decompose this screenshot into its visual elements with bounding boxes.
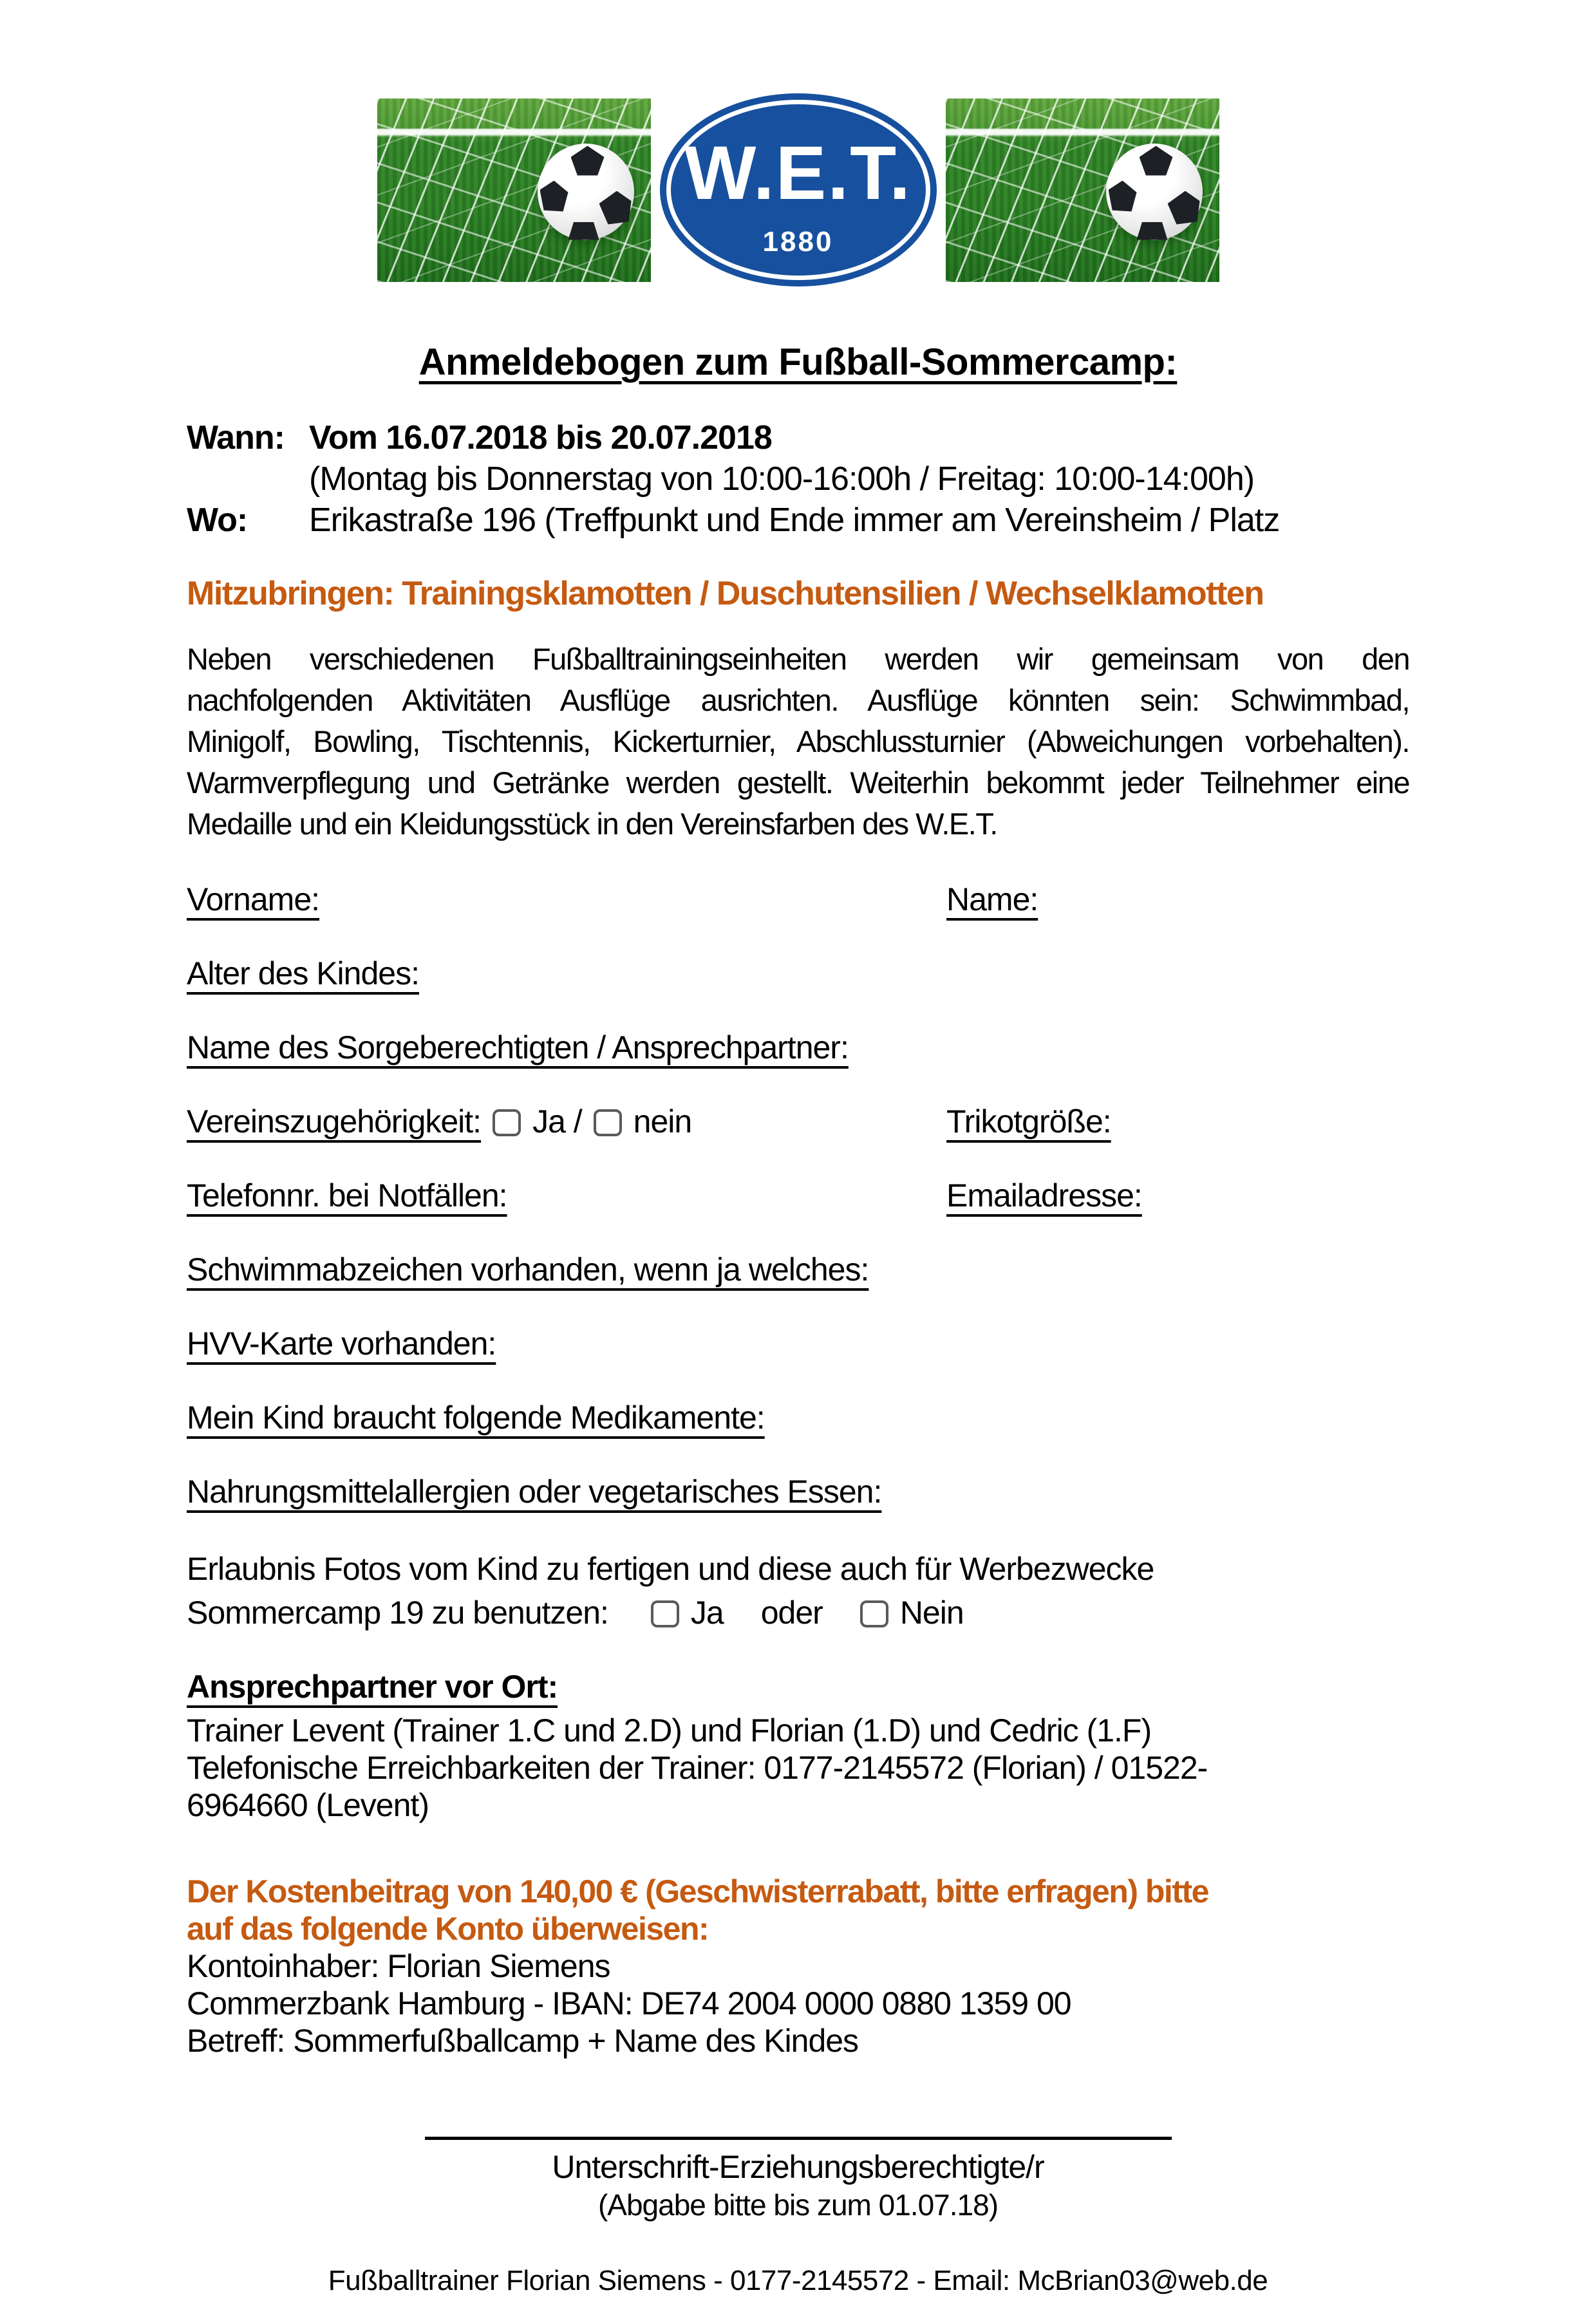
page-title: Anmeldebogen zum Fußball-Sommercamp: (418, 341, 1178, 383)
row-hvv-karte (187, 1325, 1409, 1362)
consent-line-1: Erlaubnis Fotos vom Kind zu fertigen und diese auch für Werbezwecke (187, 1551, 1154, 1587)
field-emailadresse: Emailadresse: (946, 1177, 1142, 1214)
field-trikotgroesse: Trikotgröße: (946, 1103, 1111, 1139)
club-founding-year: 1880 (762, 226, 834, 258)
row-medikamente (187, 1399, 1409, 1436)
where-label: Wo: (187, 502, 248, 539)
payment-bank-iban: Commerzbank Hamburg - IBAN: DE74 2004 0000 0880 1359 00 (187, 1985, 1071, 2021)
label-foto-ja: Ja (690, 1595, 724, 1631)
intro-line: Neben verschiedenen Fußballtrainingseinheiten werden wir gemeinsam von den (187, 642, 1409, 676)
label-verein-ja: Ja / (532, 1103, 582, 1139)
form-fields (187, 881, 1409, 1510)
checkbox-foto-ja[interactable] (651, 1600, 679, 1627)
ball-patch (540, 181, 568, 212)
row-alter (187, 955, 1409, 992)
row-verein-trikot (187, 1103, 1409, 1140)
bring-heading: Mitzubringen: Trainingsklamotten / Duschutensilien / Wechselklamotten (187, 575, 1264, 612)
footer-contact: Fußballtrainer Florian Siemens - 0177-2145572 - Email: McBrian03@web.de (328, 2265, 1268, 2296)
label-foto-oder: oder (760, 1595, 823, 1631)
contacts-block (187, 1668, 1409, 1824)
ball-patch (1140, 146, 1173, 176)
ball-patch (568, 222, 599, 240)
intro-line: Minigolf, Bowling, Tischtennis, Kickerturnier, Abschlussturnier (Abweichungen vorbehalten). (187, 724, 1409, 758)
when-value: Vom 16.07.2018 bis 20.07.2018 (309, 419, 772, 456)
field-medikamente: Mein Kind braucht folgende Medikamente: (187, 1400, 765, 1436)
intro-paragraph (187, 639, 1409, 845)
payment-heading-line-2: auf das folgende Konto überweisen: (187, 1911, 709, 1947)
row-schwimmabzeichen (187, 1251, 1409, 1288)
club-acronym: W.E.T. (684, 131, 912, 216)
ball-patch (571, 146, 605, 176)
contacts-line-phones-2: 6964660 (Levent) (187, 1787, 429, 1823)
payment-account-holder: Kontoinhaber: Florian Siemens (187, 1948, 610, 1984)
club-logo (187, 93, 1409, 286)
field-name: Name: (946, 881, 1038, 917)
row-allergien (187, 1473, 1409, 1510)
goal-photo-right (946, 98, 1219, 282)
where-value: Erikastraße 196 (Treffpunkt und Ende immer am Vereinsheim / Platz (309, 502, 1280, 539)
signature-line (425, 2137, 1172, 2140)
contacts-line-trainers: Trainer Levent (Trainer 1.C und 2.D) und Florian (1.D) und Cedric (1.F) (187, 1712, 1152, 1749)
checkbox-verein-nein[interactable] (594, 1109, 622, 1136)
photo-consent-block (187, 1547, 1409, 1635)
row-sorgeberechtigter (187, 1029, 1409, 1066)
when-label: Wann: (187, 419, 285, 456)
field-vorname: Vorname: (187, 881, 320, 917)
field-sorgeberechtigter: Name des Sorgeberechtigten / Ansprechpartner: (187, 1029, 849, 1065)
field-allergien: Nahrungsmittelallergien oder vegetarisches Essen: (187, 1474, 882, 1510)
ball-patch (1137, 222, 1168, 240)
when-where-block (187, 417, 1409, 541)
soccer-ball-icon (1106, 144, 1203, 240)
contacts-line-phones-1: Telefonische Erreichbarkeiten der Trainer: 0177-2145572 (Florian) / 01522- (187, 1750, 1208, 1786)
club-crest (660, 93, 937, 286)
field-hvv-karte: HVV-Karte vorhanden: (187, 1326, 496, 1362)
where-row (187, 500, 1409, 541)
intro-line: Warmverpflegung und Getränke werden gestellt. Weiterhin bekommt jeder Teilnehmer eine (187, 765, 1409, 800)
signature-caption: Unterschrift-Erziehungsberechtigte/r (552, 2149, 1044, 2185)
field-alter: Alter des Kindes: (187, 955, 419, 991)
label-foto-nein: Nein (899, 1595, 964, 1631)
schedule-indent (187, 458, 309, 500)
checkbox-foto-nein[interactable] (860, 1600, 888, 1627)
checkbox-verein-ja[interactable] (493, 1109, 521, 1136)
ball-patch (599, 191, 632, 225)
row-telefon-email (187, 1177, 1409, 1214)
consent-label: Sommercamp 19 zu benutzen: (187, 1595, 608, 1631)
payment-heading-line-1: Der Kostenbeitrag von 140,00 € (Geschwisterrabatt, bitte erfragen) bitte (187, 1873, 1208, 1909)
ball-patch (1109, 181, 1137, 212)
row-vorname-name (187, 881, 1409, 918)
intro-line: Medaille und ein Kleidungsstück in den Vereinsfarben des W.E.T. (187, 807, 997, 841)
when-row (187, 417, 1409, 458)
signature-deadline: (Abgabe bitte bis zum 01.07.18) (597, 2188, 999, 2222)
schedule-value: (Montag bis Donnerstag von 10:00-16:00h / Freitag: 10:00-14:00h) (309, 460, 1255, 498)
consent-line-2 (187, 1591, 1409, 1635)
soccer-ball-icon (538, 144, 634, 240)
field-schwimmabzeichen: Schwimmabzeichen vorhanden, wenn ja welches: (187, 1252, 869, 1288)
ball-patch (1168, 191, 1200, 225)
field-telefonnummer: Telefonnr. bei Notfällen: (187, 1177, 507, 1214)
goal-photo-left (377, 98, 651, 282)
intro-line: nachfolgenden Aktivitäten Ausflüge ausrichten. Ausflüge könnten sein: Schwimmbad, (187, 683, 1409, 717)
label-verein-nein: nein (633, 1103, 692, 1139)
payment-subject: Betreff: Sommerfußballcamp + Name des Kindes (187, 2023, 859, 2059)
field-vereinszugehoerigkeit: Vereinszugehörigkeit: (187, 1103, 482, 1139)
contacts-heading: Ansprechpartner vor Ort: (187, 1669, 558, 1705)
schedule-row (187, 458, 1409, 500)
payment-block (187, 1873, 1409, 2059)
